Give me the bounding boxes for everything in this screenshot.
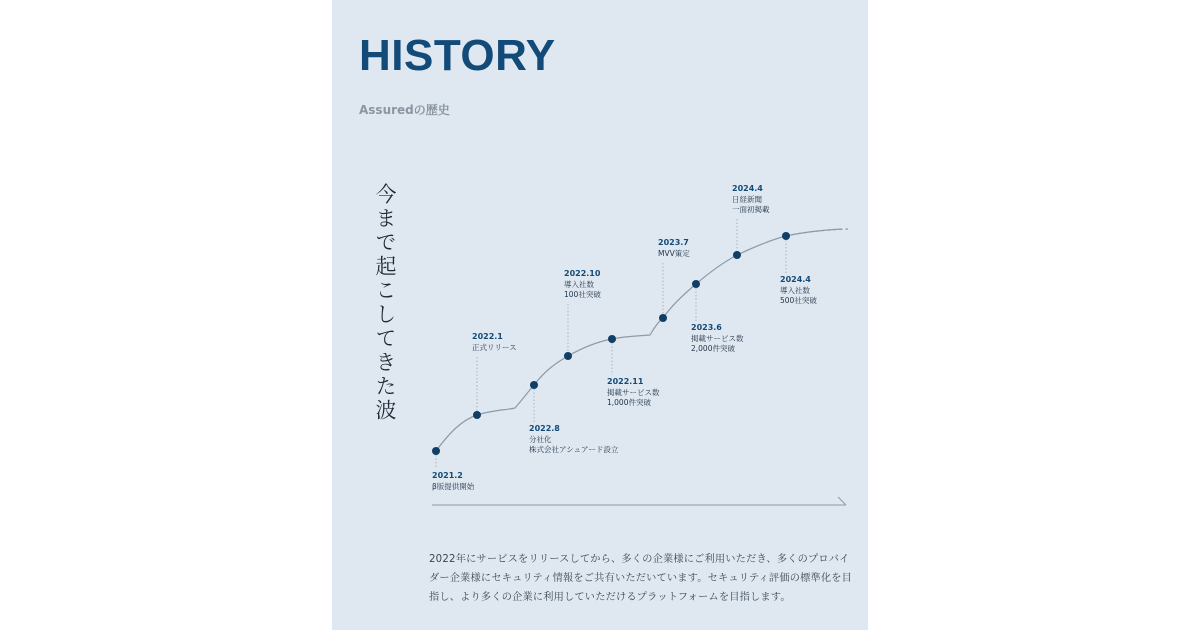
milestone-description: 100社突破 [564, 290, 601, 299]
milestone [658, 238, 690, 322]
milestone-description: 導入社数 [564, 280, 594, 289]
milestone-description: 500社突破 [780, 296, 817, 305]
history-description: 2022年にサービスをリリースしてから、多くの企業様にご利用いただき、多くのプロバイダー企業様にセキュリティ情報をご共有いただいています。セキュリティ評価の標準化を目指し、より多くの企業に利用していただけるプラットフォームを目指します。 [429, 554, 853, 603]
milestone-date: 2023.7 [658, 238, 689, 247]
milestone-description: 日経新聞 [732, 195, 762, 204]
milestone [564, 269, 601, 360]
milestone [432, 447, 475, 491]
history-panel [332, 0, 868, 630]
vertical-caption: 今まで起こしてきた波 [373, 183, 397, 423]
milestone-date: 2022.11 [607, 377, 644, 386]
milestone-date: 2021.2 [432, 471, 463, 480]
page-subtitle: Assuredの歴史 [359, 103, 450, 117]
milestone-description: 正式リリース [472, 343, 517, 352]
milestone-description: MVV策定 [658, 249, 690, 258]
milestone-description: 導入社数 [780, 286, 810, 295]
milestone-dot [473, 411, 481, 419]
timeline-curve-continuation [786, 229, 848, 236]
milestone [691, 280, 744, 353]
milestone-date: 2024.4 [732, 184, 763, 193]
milestone-dot [692, 280, 700, 288]
milestone-dot [659, 314, 667, 322]
milestone-date: 2024.4 [780, 275, 811, 284]
milestone-dot [530, 381, 538, 389]
milestone-dot [564, 352, 572, 360]
page-title: HISTORY [359, 31, 556, 80]
milestone-date: 2023.6 [691, 323, 722, 332]
history-timeline [332, 0, 868, 630]
milestone-date: 2022.8 [529, 424, 560, 433]
milestone-description: 分社化 [529, 435, 552, 444]
milestone [607, 335, 660, 407]
milestone-description: 一面初掲載 [732, 205, 770, 214]
milestone-description: 1,000件突破 [607, 398, 651, 407]
milestone-dot [733, 251, 741, 259]
milestone-description: β版提供開始 [432, 482, 475, 491]
timeline-axis-arrowhead [838, 497, 846, 505]
milestone [732, 184, 770, 259]
milestone-description: 掲載サービス数 [607, 388, 660, 397]
milestone-description: 株式会社アシュアード設立 [529, 445, 619, 454]
milestone-dot [432, 447, 440, 455]
milestone [472, 332, 517, 419]
milestone-description: 2,000件突破 [691, 344, 735, 353]
milestone-description: 掲載サービス数 [691, 334, 744, 343]
milestone-date: 2022.10 [564, 269, 601, 278]
milestone-dot [782, 232, 790, 240]
milestone-dot [608, 335, 616, 343]
milestone [780, 232, 817, 305]
milestone-date: 2022.1 [472, 332, 503, 341]
milestone [529, 381, 619, 454]
